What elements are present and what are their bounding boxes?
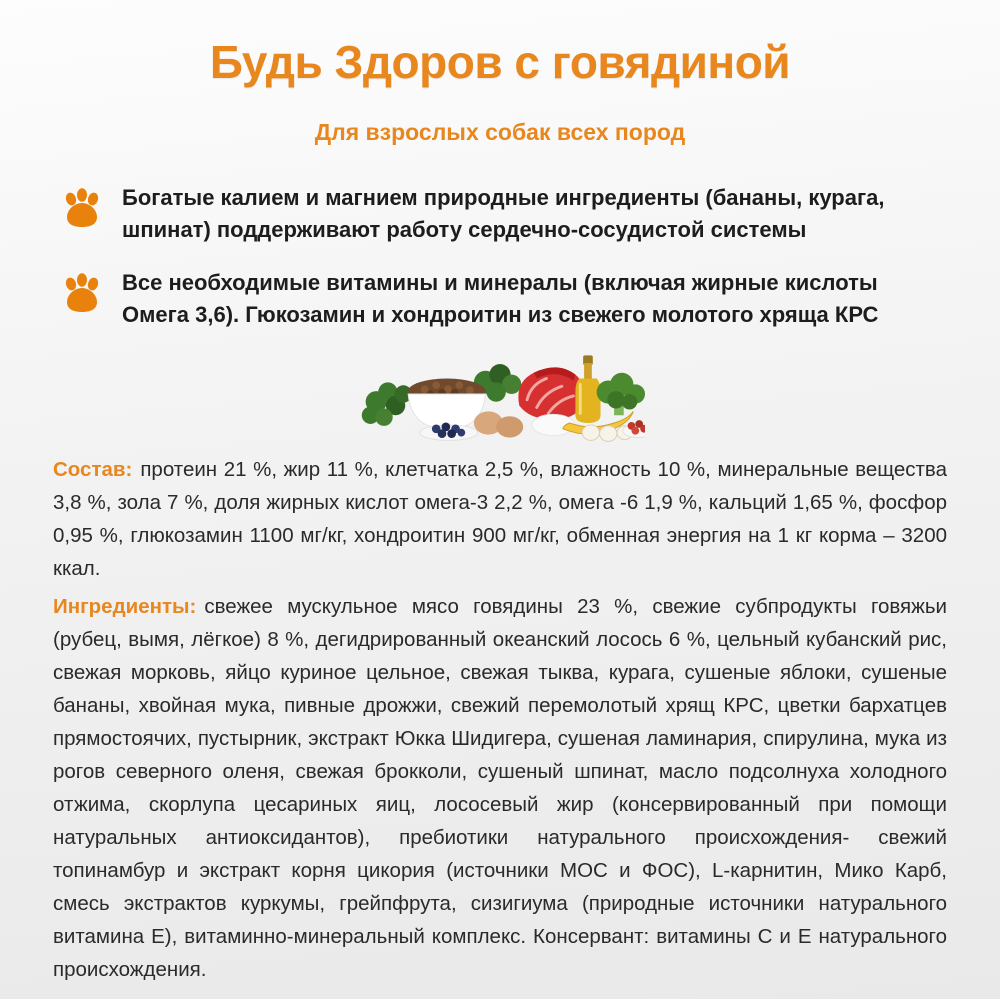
feature-text: Все необходимые витамины и минералы (включая жирные кислоты Омега 3,6). Гюкозамин и хондроитин из свежего молотого хряща КРС [122, 270, 879, 327]
paw-icon [62, 186, 102, 230]
composition-paragraph [53, 453, 947, 585]
feature-item-vitamins-minerals [62, 267, 930, 330]
fresh-ingredients-image [355, 345, 645, 443]
composition-text: протеин 21 %, жир 11 %, клетчатка 2,5 %, влажность 10 %, минеральные вещества 3,8 %, зола 7 %, доля жирных кислот омега-3 2,2 %, омега -6 1,9 %, кальций 1,65 %, фосфор 0,95 %, глюкозамин 1100 мг/кг, хондроитин 900 мг/кг, обменная энергия на 1 кг корма – 3200 ккал. [53, 457, 947, 580]
ingredients-paragraph [53, 590, 947, 986]
ingredients-label: Ингредиенты: [53, 594, 197, 618]
feature-list [0, 182, 1000, 331]
description-paragraphs [0, 453, 1000, 986]
page-subtitle: Для взрослых собак всех пород [314, 118, 686, 145]
composition-label: Состав: [53, 457, 133, 481]
ingredients-text: свежее мускульное мясо говядины 23 %, свежие субпродукты говяжьи (рубец, вымя, лёгкое) 8 %, дегидрированный океанский лосось 6 %, цельный кубанский рис, свежая морковь, яйцо куриное цельное, свежая тыква, курага, сушеные яблоки, сушеные бананы, хвойная мука, пивные дрожжи, свежий перемолотый хрящ КРС, цветки бархатцев прямостоячих, пустырник, экстракт Юкка Шидигера, сушеная ламинария, спирулина, мука из рогов северного оленя, свежая брокколи, сушеный шпинат, масло подсолнуха холодного отжима, скорлупа цесариных яиц, лососевый жир (консервированный при помощи натуральных антиоксидантов), пребиотики натурального происхождения- свежий топинамбур и экстракт корня цикория (источники МОС и ФОС), L-карнитин, Мико Карб, смесь экстрактов куркумы, грейпфрута, сизигиума (природные источники натурального витамина Е), витаминно-минеральный комплекс. Консервант: витамины С и Е натурального происхождения. [53, 594, 947, 981]
page-title: Будь Здоров с говядиной [209, 36, 791, 88]
feature-text: Богатые калием и магнием природные ингредиенты (бананы, курага, шпинат) поддерживают работу сердечно-сосудистой системы [122, 184, 885, 242]
paw-icon [62, 271, 102, 315]
feature-item-potassium-magnesium [62, 182, 930, 245]
